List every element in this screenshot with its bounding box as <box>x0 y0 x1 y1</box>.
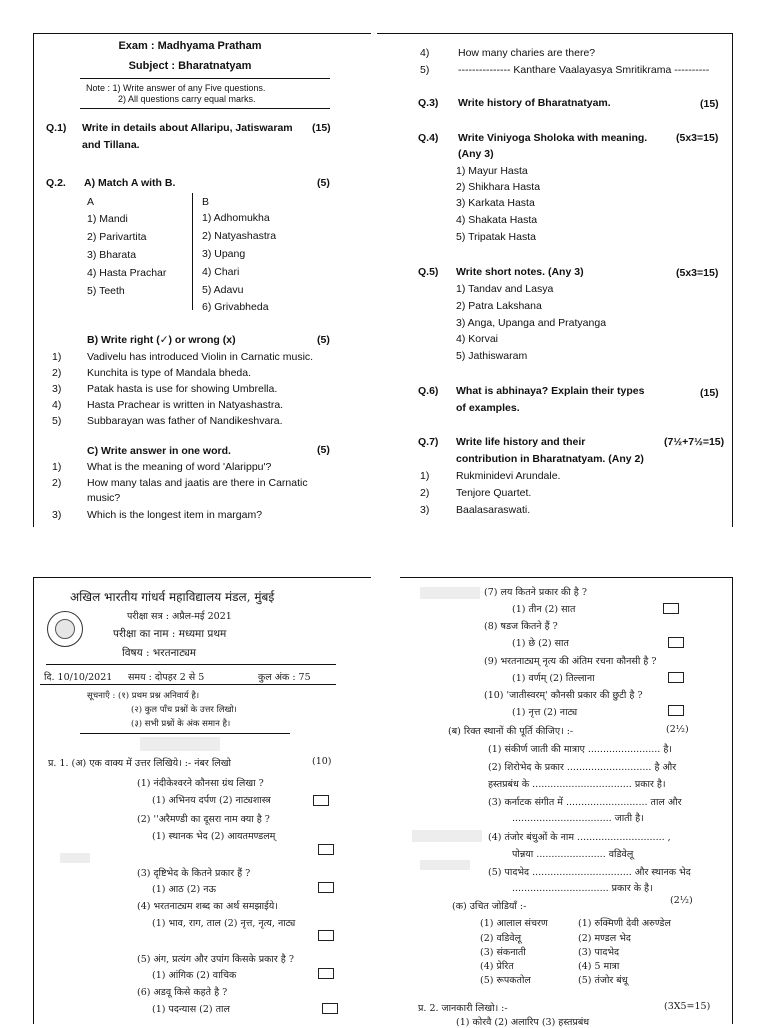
subject-name: विषय : भरतनाट्यम <box>122 647 197 659</box>
list-item: How many charies are there? <box>458 47 596 59</box>
column-divider <box>192 193 193 310</box>
column-head-b: B <box>202 196 210 208</box>
answer-box[interactable] <box>322 1003 338 1014</box>
page-border-right <box>732 33 733 527</box>
list-item: What is the meaning of word 'Alarippu'? <box>87 461 272 473</box>
item-number: 5) <box>52 415 62 427</box>
answer-box[interactable] <box>318 844 334 855</box>
section-title: B) Write right (✓) or wrong (x) <box>87 334 236 346</box>
divider <box>80 108 330 109</box>
exam-time: समय : दोपहर 2 से 5 <box>128 672 205 683</box>
divider <box>46 664 336 665</box>
match-right-item: (1) रुक्मिणी देवी अरुण्डेल <box>578 918 671 929</box>
question-number: Q.1) <box>46 122 67 134</box>
page-border-top <box>400 577 733 578</box>
list-item: (4) तंजोर बंधुओं के नाम ............................. , <box>488 832 671 843</box>
list-item: (6) अडवू किसे कहते है ? <box>137 987 228 998</box>
list-item: Rukminidevi Arundale. <box>456 470 561 482</box>
list-item: 5) Teeth <box>87 285 125 297</box>
question-number: Q.4) <box>418 132 439 144</box>
list-item: 2) Parivartita <box>87 231 147 243</box>
list-item: (4) भरतनाट्यम शब्द का अर्थ समझाईये। <box>137 901 278 912</box>
list-item: 5) Tripatak Hasta <box>456 231 536 243</box>
item-number: 2) <box>52 477 62 489</box>
exam-session: परीक्षा सत्र : अप्रैल-मई 2021 <box>127 611 232 622</box>
answer-box[interactable] <box>668 637 684 648</box>
question-marks: (5x3=15) <box>676 132 719 144</box>
question-number: Q.2. <box>46 177 66 189</box>
list-item: --------------- Kanthare Vaalayasya Smritikrama ---------- <box>458 64 710 76</box>
match-left-item: (1) आलाल संचरण <box>480 918 548 929</box>
list-item: Tenjore Quartet. <box>456 487 532 499</box>
list-item: (1) कोरवै (2) अलारिप (3) हस्तप्रबंध <box>456 1017 590 1028</box>
list-item: पोन्नया ....................... वडिवेलू <box>512 849 634 860</box>
question-number: Q.6) <box>418 385 439 397</box>
list-item: Patak hasta is use for showing Umbrella. <box>87 383 278 395</box>
section-title: C) Write answer in one word. <box>87 445 231 457</box>
question-text: Write life history and their <box>456 436 586 448</box>
item-number: 1) <box>52 351 62 363</box>
question-text: What is abhinaya? Explain their types <box>456 385 645 397</box>
item-number: 3) <box>52 383 62 395</box>
page-border-top <box>33 33 371 34</box>
note-line-2: 2) All questions carry equal marks. <box>118 94 256 104</box>
question-marks: (2½) <box>666 724 689 735</box>
list-item: (3) कर्नाटक संगीत में ........................... ताल और <box>488 797 682 808</box>
match-left-item: (4) प्रेरित <box>480 961 514 972</box>
scan-noise <box>412 830 482 842</box>
list-item: 3) Anga, Upanga and Pratyanga <box>456 317 607 329</box>
list-item: (9) भरतनाट्यम् नृत्य की अंतिम रचना कौनसी है ? <box>484 656 657 667</box>
match-left-item: (3) संकनाती <box>480 947 526 958</box>
list-item: Hasta Prachear is written in Natyashastra. <box>87 399 284 411</box>
note-line: सूचनाएँ : (१) प्रथम प्रश्न अनिवार्य है। <box>87 691 200 701</box>
list-item: (1) आठ (2) नऊ <box>152 884 216 895</box>
institution-header: अखिल भारतीय गांधर्व महाविद्यालय मंडल, मुंबई <box>70 590 275 604</box>
divider <box>40 684 336 685</box>
list-item: (1) वर्णम् (2) तिल्लाना <box>512 673 595 684</box>
question-text: Write history of Bharatnatyam. <box>458 97 611 109</box>
list-item: (1) तीन (2) सात <box>512 604 576 615</box>
list-item: How many talas and jaatis are there in Carnatic <box>87 477 308 489</box>
list-item: हस्तप्रबंध के ................................. प्रकार है। <box>488 779 666 790</box>
list-item: (1) आंगिक (2) वाचिक <box>152 970 237 981</box>
exam-title: Exam : Madhyama Pratham <box>118 40 262 52</box>
list-item: (1) पदन्यास (2) ताल <box>152 1004 230 1015</box>
section-title: (क) उचित जोडियाँ :- <box>452 901 527 912</box>
question-marks: (3X5=15) <box>664 1001 711 1012</box>
question-text: and Tillana. <box>82 139 140 151</box>
list-item: (1) नंदीकेश्वरने कौनसा ग्रंथ लिखा ? <box>137 778 264 789</box>
item-number: 4) <box>420 47 430 59</box>
question-text: of examples. <box>456 402 520 414</box>
list-item: Subbarayan was father of Nandikeshvara. <box>87 415 283 427</box>
question-text: प्र. 1. (अ) एक वाक्य में उत्तर लिखिये। :- नंबर लिखो <box>48 758 231 769</box>
match-right-item: (3) पादभेद <box>578 947 620 958</box>
item-number: 2) <box>52 367 62 379</box>
answer-box[interactable] <box>313 795 329 806</box>
column-head-a: A <box>87 196 95 208</box>
section-title: (ब) रिक्त स्थानों की पूर्ति कीजिए। :- <box>448 726 574 737</box>
seal-inner <box>55 619 75 639</box>
page-border-top <box>377 33 733 34</box>
item-number: 2) <box>420 487 430 499</box>
answer-box[interactable] <box>318 882 334 893</box>
item-number: 3) <box>420 504 430 516</box>
question-text: Write Viniyoga Sholoka with meaning. <box>458 132 648 144</box>
list-item: 6) Grivabheda <box>202 301 269 313</box>
list-item: 2) Patra Lakshana <box>456 300 542 312</box>
list-item: (10) 'जातीस्वरम्' कौनसी प्रकार की छुटी है ? <box>484 690 643 701</box>
list-item: (3) दृष्टिभेद के कितने प्रकार हैं ? <box>137 868 251 879</box>
list-item: (5) अंग, प्रत्यंग और उपांग किसके प्रकार है ? <box>137 954 294 965</box>
question-number: Q.7) <box>418 436 439 448</box>
list-item: 3) Karkata Hasta <box>456 197 535 209</box>
divider <box>80 733 290 734</box>
list-item: (2) ''अरैमण्डी का दूसरा नाम क्या है ? <box>137 814 270 825</box>
list-item: 2) Shikhara Hasta <box>456 181 541 193</box>
item-number: 1) <box>52 461 62 473</box>
list-item: (7) लय कितने प्रकार की है ? <box>484 587 587 598</box>
list-item: Baalasaraswati. <box>456 504 531 516</box>
match-right-item: (5) तंजोर बंधू <box>578 975 628 986</box>
list-item: (1) नृत्त (2) नाट्य <box>512 707 578 718</box>
list-item: 1) Mayur Hasta <box>456 165 528 177</box>
match-left-item: (2) वडिवेलू <box>480 933 522 944</box>
note-line: (३) सभी प्रश्नों के अंक समान है। <box>131 719 231 729</box>
match-right-item: (4) 5 मात्रा <box>578 961 620 972</box>
question-marks: (15) <box>700 98 719 110</box>
item-number: 5) <box>420 64 430 76</box>
match-right-item: (2) मण्डल भेद <box>578 933 631 944</box>
scan-noise <box>420 860 470 870</box>
question-marks: (5) <box>317 334 330 346</box>
list-item: 3) Upang <box>202 248 246 260</box>
list-item: (8) षडज कितने हैं ? <box>484 621 558 632</box>
question-text: प्र. 2. जानकारी लिखो। :- <box>418 1003 508 1014</box>
item-number: 4) <box>52 399 62 411</box>
item-number: 3) <box>52 509 62 521</box>
list-item: Vadivelu has introduced Violin in Carnatic music. <box>87 351 314 363</box>
list-item: (1) संकीर्ण जाती की मात्राए ........................ है। <box>488 744 672 755</box>
total-marks: कुल अंक : 75 <box>258 672 311 683</box>
answer-box[interactable] <box>668 672 684 683</box>
list-item: 4) Shakata Hasta <box>456 214 538 226</box>
list-item: (2) शिरोभेद के प्रकार ............................ है और <box>488 762 677 773</box>
list-item: 4) Korvai <box>456 333 499 345</box>
list-item: 4) Hasta Prachar <box>87 267 167 279</box>
list-item: 1) Adhomukha <box>202 212 270 224</box>
list-item: 1) Mandi <box>87 213 128 225</box>
list-item: (1) भाव, राग, ताल (2) नृत्त, नृत्य, नाट्य <box>152 918 296 929</box>
question-text: (Any 3) <box>458 148 494 160</box>
answer-box[interactable] <box>668 705 684 716</box>
scan-noise <box>60 853 90 863</box>
match-left-item: (5) रूपकतोल <box>480 975 531 986</box>
question-marks: (15) <box>700 387 719 399</box>
question-marks: (5) <box>317 444 330 456</box>
question-marks: (15) <box>312 122 331 134</box>
list-item: (5) पादभेद ................................. और स्थानक भेद <box>488 867 691 878</box>
page-border-right <box>732 577 733 1024</box>
page-border-left <box>33 33 34 527</box>
question-marks: (5) <box>317 177 330 189</box>
page-border-left <box>33 577 34 1024</box>
list-item: (1) अभिनय दर्पण (2) नाट्यशास्त्र <box>152 795 271 806</box>
question-number: Q.3) <box>418 97 439 109</box>
page-border-top <box>33 577 371 578</box>
question-text: Write in details about Allaripu, Jatiswaram <box>82 122 293 134</box>
list-item: 3) Bharata <box>87 249 137 261</box>
note-line: (२) कुल पाँच प्रश्नों के उत्तर लिखो। <box>131 705 237 715</box>
list-item: Kunchita is type of Mandala bheda. <box>87 367 252 379</box>
question-number: Q.5) <box>418 266 439 278</box>
list-item: 1) Tandav and Lasya <box>456 283 554 295</box>
list-item: 5) Adavu <box>202 284 244 296</box>
list-item: music? <box>87 492 121 504</box>
answer-box[interactable] <box>318 968 334 979</box>
exam-date: दि. 10/10/2021 <box>44 672 113 683</box>
question-text: A) Match A with B. <box>84 177 176 189</box>
note-line-1: Note : 1) Write answer of any Five questions. <box>86 83 266 93</box>
answer-box[interactable] <box>663 603 679 614</box>
list-item: 2) Natyashastra <box>202 230 277 242</box>
scan-noise <box>140 737 220 751</box>
divider <box>80 78 330 79</box>
list-item: (1) स्थानक भेद (2) आयतमण्डलम् <box>152 831 276 842</box>
list-item: (1) छे (2) सात <box>512 638 569 649</box>
question-marks: (2½) <box>670 895 693 906</box>
item-number: 1) <box>420 470 430 482</box>
question-text: contribution in Bharatnatyam. (Any 2) <box>456 453 644 465</box>
subject-title: Subject : Bharatnatyam <box>128 60 252 72</box>
answer-box[interactable] <box>318 930 334 941</box>
question-marks: (5x3=15) <box>676 267 719 279</box>
list-item: 5) Jathiswaram <box>456 350 528 362</box>
exam-name: परीक्षा का नाम : मध्यमा प्रथम <box>113 628 227 640</box>
list-item: ................................. जाती है। <box>512 813 644 824</box>
list-item: Which is the longest item in margam? <box>87 509 263 521</box>
institution-seal <box>47 611 83 647</box>
list-item: ................................ प्रकार के है। <box>512 883 653 894</box>
question-marks: (7½+7½=15) <box>664 436 725 448</box>
question-marks: (10) <box>312 756 332 767</box>
question-text: Write short notes. (Any 3) <box>456 266 584 278</box>
list-item: 4) Chari <box>202 266 240 278</box>
scan-noise <box>420 587 480 599</box>
